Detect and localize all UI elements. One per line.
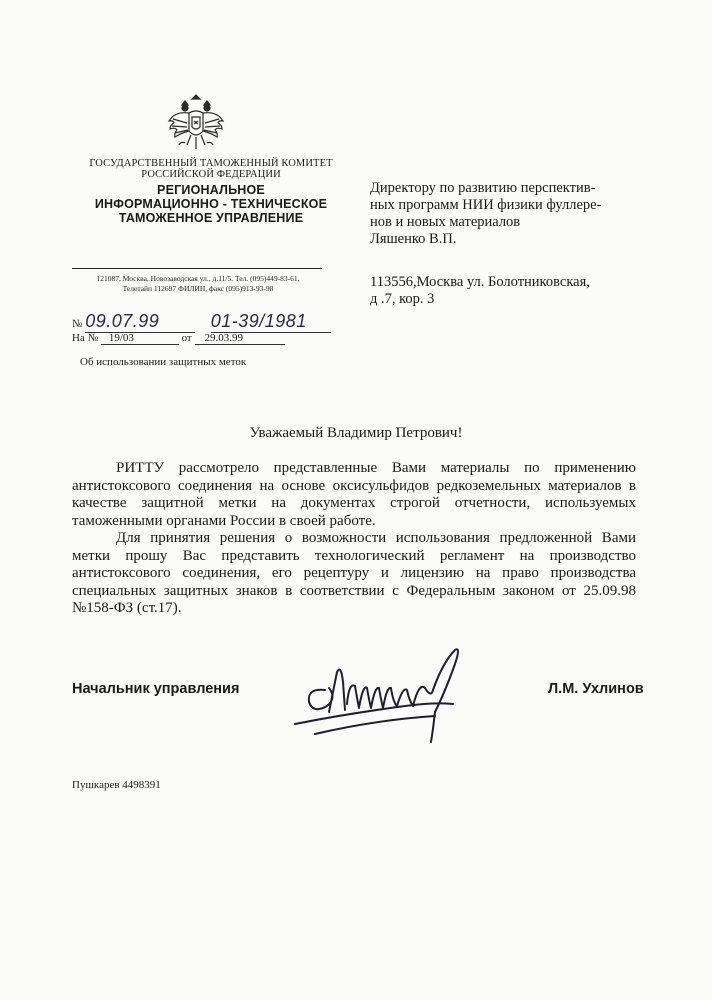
division-line-1: РЕГИОНАЛЬНОЕ [157, 183, 265, 197]
header-divider [72, 268, 322, 269]
organization-name [82, 158, 340, 180]
reply-label: На № [72, 332, 99, 344]
letter-subject: Об использовании защитных меток [80, 356, 247, 368]
contacts-line-1: 121087, Москва, Новозаводская ул., д.11/5. Тел. (095)449-83-61, [96, 274, 300, 283]
addressee-line-2: ных программ НИИ физики фуллере- [370, 197, 602, 213]
contacts-line-2: Телетайп 112697 ФИЛИН, факс (095)913-93-98 [122, 283, 274, 293]
addressee-name: Ляшенко В.П. [370, 231, 457, 247]
addressee-line-3: нов и новых материалов [370, 214, 521, 230]
signatory-title: Начальник управления [72, 681, 240, 697]
executor-info: Пушкарев 4498391 [72, 779, 161, 791]
reply-date: 29.03.99 [195, 332, 285, 345]
division-line-3: ТАМОЖЕННОЕ УПРАВЛЕНИЕ [118, 211, 304, 225]
division-line-2: ИНФОРМАЦИОННО - ТЕХНИЧЕСКОЕ [94, 197, 328, 211]
reply-number: 19/03 [101, 332, 179, 345]
letter-greeting: Уважаемый Владимир Петрович! [249, 425, 463, 441]
signatory-name: Л.М. Ухлинов [548, 681, 644, 697]
addressee-block [370, 180, 670, 248]
handwritten-signature-icon [285, 642, 485, 747]
outgoing-number: 01-39/1981 [211, 311, 331, 333]
division-name [84, 183, 338, 225]
org-line-2: РОССИЙСКОЙ ФЕДЕРАЦИИ [141, 169, 281, 180]
org-line-1: ГОСУДАРСТВЕННЫЙ ТАМОЖЕННЫЙ КОМИТЕТ [89, 158, 333, 169]
outgoing-date: 09.07.99 [85, 311, 195, 333]
reply-reference-line [72, 332, 332, 345]
addressee-address [370, 274, 640, 308]
double-headed-eagle-emblem-icon [165, 93, 227, 153]
registration-line [72, 311, 331, 333]
from-label: от [181, 332, 192, 344]
number-label: № [72, 318, 83, 330]
letter-body [72, 460, 636, 618]
address-line-2: д .7, кор. 3 [370, 291, 435, 307]
address-line-1: 113556,Москва ул. Болотниковская, [370, 274, 590, 290]
contact-details [78, 274, 318, 293]
body-paragraph-2: Для принятия решения о возможности использования предложенной Вами метки прошу Вас представить технологический регламент на производство антистоксового соединения, его рецептуру и лицензию на право производства специальных защитных знаков в соответствии с Федеральным законом от 25.09.98 №158-ФЗ (ст.17). [72, 530, 636, 616]
addressee-line-1: Директору по развитию перспектив- [370, 180, 596, 196]
body-paragraph-1: РИТТУ рассмотрело представленные Вами материалы по применению антистоксового соединения на основе оксисульфидов редкоземельных материалов в качестве защитной метки на документах строгой отчетности, используемых таможенными органами России в своей работе. [72, 460, 636, 529]
